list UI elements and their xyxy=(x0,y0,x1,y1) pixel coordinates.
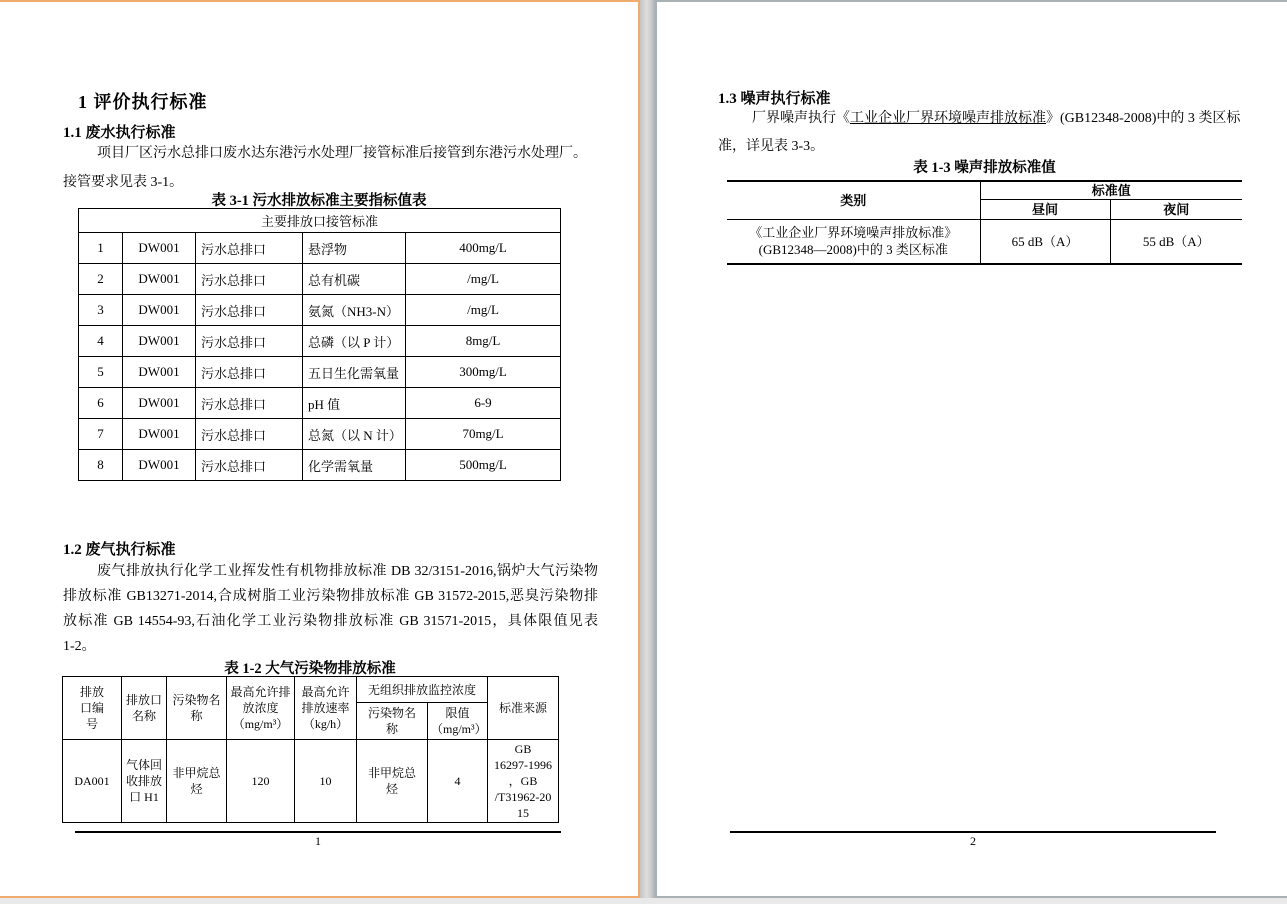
table-header-row xyxy=(727,181,1242,200)
paragraph-line: 放标准 GB 14554-93,石油化学工业污染物排放标准 GB 31571-2015，具体限值见表 xyxy=(63,614,598,629)
header-cell: 类别 xyxy=(727,181,980,220)
section-1-1-title: 1.1 废水执行标准 xyxy=(63,125,176,141)
category-cell xyxy=(727,220,980,264)
table-1-2-title: 表 1-2 大气污染物排放标准 xyxy=(224,661,396,677)
header-cell: 标准来源 xyxy=(488,677,559,740)
page-1 xyxy=(0,0,640,898)
header-group-cell: 无组织排放监控浓度 xyxy=(357,677,488,703)
header-cell: 限值 （mg/m³） xyxy=(428,703,488,740)
table-row: 4 DW001 污水总排口 总磷（以 P 计） 8mg/L xyxy=(79,326,561,357)
table-air-pollutant-standards xyxy=(62,676,559,823)
table-wastewater-standards xyxy=(78,208,561,481)
table-noise-standards xyxy=(727,180,1242,265)
paragraph-text: 厂界噪声执行《 xyxy=(752,111,850,126)
table-row: 3 DW001 污水总排口 氨氮（NH3-N） /mg/L xyxy=(79,295,561,326)
table-row: 5 DW001 污水总排口 五日生化需氧量 300mg/L xyxy=(79,357,561,388)
paragraph-line xyxy=(752,110,1240,128)
paragraph-line: 准，详见表 3-3。 xyxy=(718,139,825,154)
table-row: 1 DW001 污水总排口 悬浮物 400mg/L xyxy=(79,233,561,264)
header-cell: 最高允许 排放速率 （kg/h） xyxy=(295,677,357,740)
merged-header-cell: 主要排放口接管标准 xyxy=(79,209,561,233)
header-cell: 排放 口编 号 xyxy=(63,677,122,740)
paragraph-text: 》(GB12348-2008)中的 3 类区标 xyxy=(1046,111,1241,126)
table-row xyxy=(79,209,561,233)
page-number: 1 xyxy=(315,834,321,848)
paragraph-line: 排放标准 GB13271-2014,合成树脂工业污染物排放标准 GB 31572-2015,恶臭污染物排 xyxy=(63,589,598,604)
day-value-cell: 65 dB（A） xyxy=(980,220,1110,264)
paragraph-line: 1-2。 xyxy=(63,639,96,654)
category-line: (GB12348—2008)中的 3 类区标准 xyxy=(758,242,948,258)
header-cell: 污染物名 称 xyxy=(167,677,227,740)
table-row: 2 DW001 污水总排口 总有机碳 /mg/L xyxy=(79,264,561,295)
header-group-cell: 标准值 xyxy=(980,181,1242,200)
night-value-cell: 55 dB（A） xyxy=(1110,220,1242,264)
category-line: 《工业企业厂界环境噪声排放标准》 xyxy=(749,225,958,241)
footer-rule xyxy=(730,831,1216,833)
header-cell: 污染物名 称 xyxy=(357,703,428,740)
paragraph-line: 废气排放执行化学工业挥发性有机物排放标准 DB 32/3151-2016,锅炉大气污染物 xyxy=(97,564,598,579)
table-row: 8 DW001 污水总排口 化学需氧量 500mg/L xyxy=(79,450,561,481)
table-row: 6 DW001 污水总排口 pH 值 6-9 xyxy=(79,388,561,419)
paragraph-line: 接管要求见表 3-1。 xyxy=(63,175,184,190)
page-number: 2 xyxy=(970,834,976,848)
header-cell: 排放口 名称 xyxy=(122,677,167,740)
footer-rule xyxy=(75,831,561,833)
chapter-heading: 1 评价执行标准 xyxy=(78,92,208,112)
section-1-3-title: 1.3 噪声执行标准 xyxy=(718,91,831,107)
table-row: 7 DW001 污水总排口 总氮（以 N 计） 70mg/L xyxy=(79,419,561,450)
table-header-row xyxy=(63,677,559,703)
table-row xyxy=(727,220,1242,264)
page-2 xyxy=(655,0,1287,898)
header-cell: 最高允许排 放浓度 （mg/m³） xyxy=(227,677,295,740)
table-3-1-title: 表 3-1 污水排放标准主要指标值表 xyxy=(211,193,427,209)
page-gap-shadow xyxy=(640,0,655,898)
paragraph-line: 项目厂区污水总排口废水达东港污水处理厂接管标准后接管到东港污水处理厂。 xyxy=(97,146,587,161)
header-cell: 昼间 xyxy=(980,200,1110,220)
section-1-2-title: 1.2 废气执行标准 xyxy=(63,542,176,558)
header-cell: 夜间 xyxy=(1163,202,1190,217)
table-row: DA001 气体回 收排放 口 H1 非甲烷总 烃 120 10 非甲烷总 烃 4 GB 16297-1996 ，GB /T31962-20 15 xyxy=(63,740,559,823)
underlined-standard-name: 工业企业厂界环境噪声排放标准 xyxy=(850,111,1046,126)
table-1-3-title: 表 1-3 噪声排放标准值 xyxy=(913,160,1056,176)
